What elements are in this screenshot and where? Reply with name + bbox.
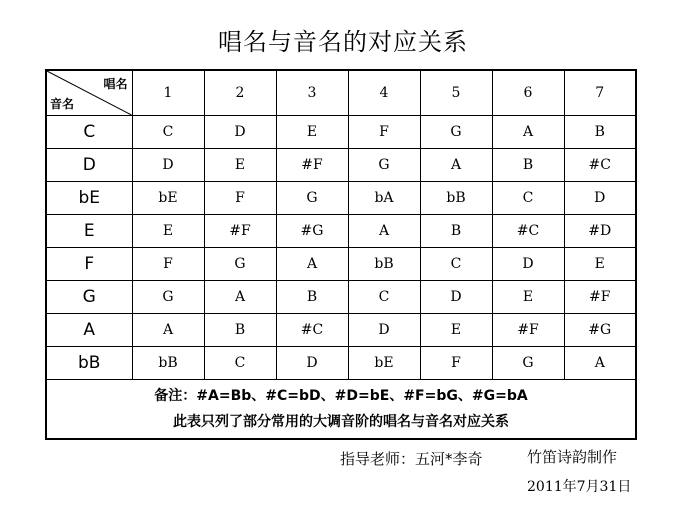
- header-row: [46, 70, 636, 116]
- header-cell: 7: [564, 70, 636, 116]
- table-cell: C: [420, 248, 492, 281]
- table-cell: C: [204, 347, 276, 380]
- table-row: [46, 116, 636, 149]
- notes-cell: [46, 380, 636, 440]
- mapping-table: [45, 69, 637, 440]
- table-cell: G: [348, 149, 420, 182]
- table-cell: bA: [348, 182, 420, 215]
- table-cell: #G: [276, 215, 348, 248]
- table-cell: E: [204, 149, 276, 182]
- table-cell: D: [420, 281, 492, 314]
- table-cell: bB: [132, 347, 204, 380]
- row-key-cell: A: [46, 314, 132, 347]
- header-cell: 1: [132, 70, 204, 116]
- table-cell: B: [276, 281, 348, 314]
- table-cell: D: [564, 182, 636, 215]
- table-cell: G: [492, 347, 564, 380]
- table-cell: #C: [276, 314, 348, 347]
- table-cell: E: [420, 314, 492, 347]
- table-cell: E: [564, 248, 636, 281]
- table-cell: G: [420, 116, 492, 149]
- table-cell: B: [564, 116, 636, 149]
- table-row: [46, 149, 636, 182]
- instructor-credit: 指导老师：五河*李奇: [340, 450, 483, 468]
- table-cell: #F: [204, 215, 276, 248]
- table-cell: B: [204, 314, 276, 347]
- table-cell: #F: [492, 314, 564, 347]
- row-key-cell: E: [46, 215, 132, 248]
- table-cell: E: [492, 281, 564, 314]
- table-row: [46, 215, 636, 248]
- table-cell: B: [492, 149, 564, 182]
- table-cell: F: [132, 248, 204, 281]
- header-cell: 3: [276, 70, 348, 116]
- header-cell: 2: [204, 70, 276, 116]
- table-cell: A: [564, 347, 636, 380]
- table-cell: G: [132, 281, 204, 314]
- table-cell: A: [132, 314, 204, 347]
- table-cell: G: [276, 182, 348, 215]
- table-row: [46, 314, 636, 347]
- table-cell: C: [132, 116, 204, 149]
- header-cell: 6: [492, 70, 564, 116]
- table-cell: F: [348, 116, 420, 149]
- table-cell: bB: [420, 182, 492, 215]
- table-cell: A: [348, 215, 420, 248]
- table-cell: B: [420, 215, 492, 248]
- note-line-2: 此表只列了部分常用的大调音阶的唱名与音名对应关系: [173, 414, 509, 430]
- corner-cell: [46, 70, 132, 116]
- row-key-cell: bB: [46, 347, 132, 380]
- row-key-cell: F: [46, 248, 132, 281]
- table-cell: D: [492, 248, 564, 281]
- table-cell: bB: [348, 248, 420, 281]
- row-key-cell: C: [46, 116, 132, 149]
- table-row: [46, 248, 636, 281]
- header-cell: 5: [420, 70, 492, 116]
- table-row: [46, 281, 636, 314]
- table-cell: #F: [276, 149, 348, 182]
- table-cell: #F: [564, 281, 636, 314]
- notes-row: [46, 380, 636, 440]
- table-cell: D: [276, 347, 348, 380]
- table-cell: G: [204, 248, 276, 281]
- maker-credit: 竹笛诗韵制作: [527, 448, 618, 466]
- table-cell: F: [420, 347, 492, 380]
- corner-label-pitch: 音名: [50, 97, 75, 111]
- table-cell: #G: [564, 314, 636, 347]
- table-cell: A: [276, 248, 348, 281]
- table-cell: D: [204, 116, 276, 149]
- table-cell: E: [132, 215, 204, 248]
- table-cell: #D: [564, 215, 636, 248]
- row-key-cell: D: [46, 149, 132, 182]
- date-label: 2011年7月31日: [527, 479, 632, 495]
- table-cell: bE: [132, 182, 204, 215]
- table-cell: A: [420, 149, 492, 182]
- corner-label-solfege: 唱名: [103, 77, 128, 91]
- table-cell: E: [276, 116, 348, 149]
- header-cell: 4: [348, 70, 420, 116]
- table-cell: #C: [564, 149, 636, 182]
- table-cell: C: [492, 182, 564, 215]
- table-cell: bE: [348, 347, 420, 380]
- table-cell: A: [204, 281, 276, 314]
- row-key-cell: G: [46, 281, 132, 314]
- table-cell: C: [348, 281, 420, 314]
- table-cell: A: [492, 116, 564, 149]
- table-row: [46, 347, 636, 380]
- table-cell: F: [204, 182, 276, 215]
- note-line-1: 备注：#A=Bb、#C=bD、#D=bE、#F=bG、#G=bA: [154, 388, 528, 404]
- row-key-cell: bE: [46, 182, 132, 215]
- table-cell: #C: [492, 215, 564, 248]
- table-row: [46, 182, 636, 215]
- page-title: 唱名与音名的对应关系: [218, 28, 468, 56]
- table-cell: D: [132, 149, 204, 182]
- table-cell: D: [348, 314, 420, 347]
